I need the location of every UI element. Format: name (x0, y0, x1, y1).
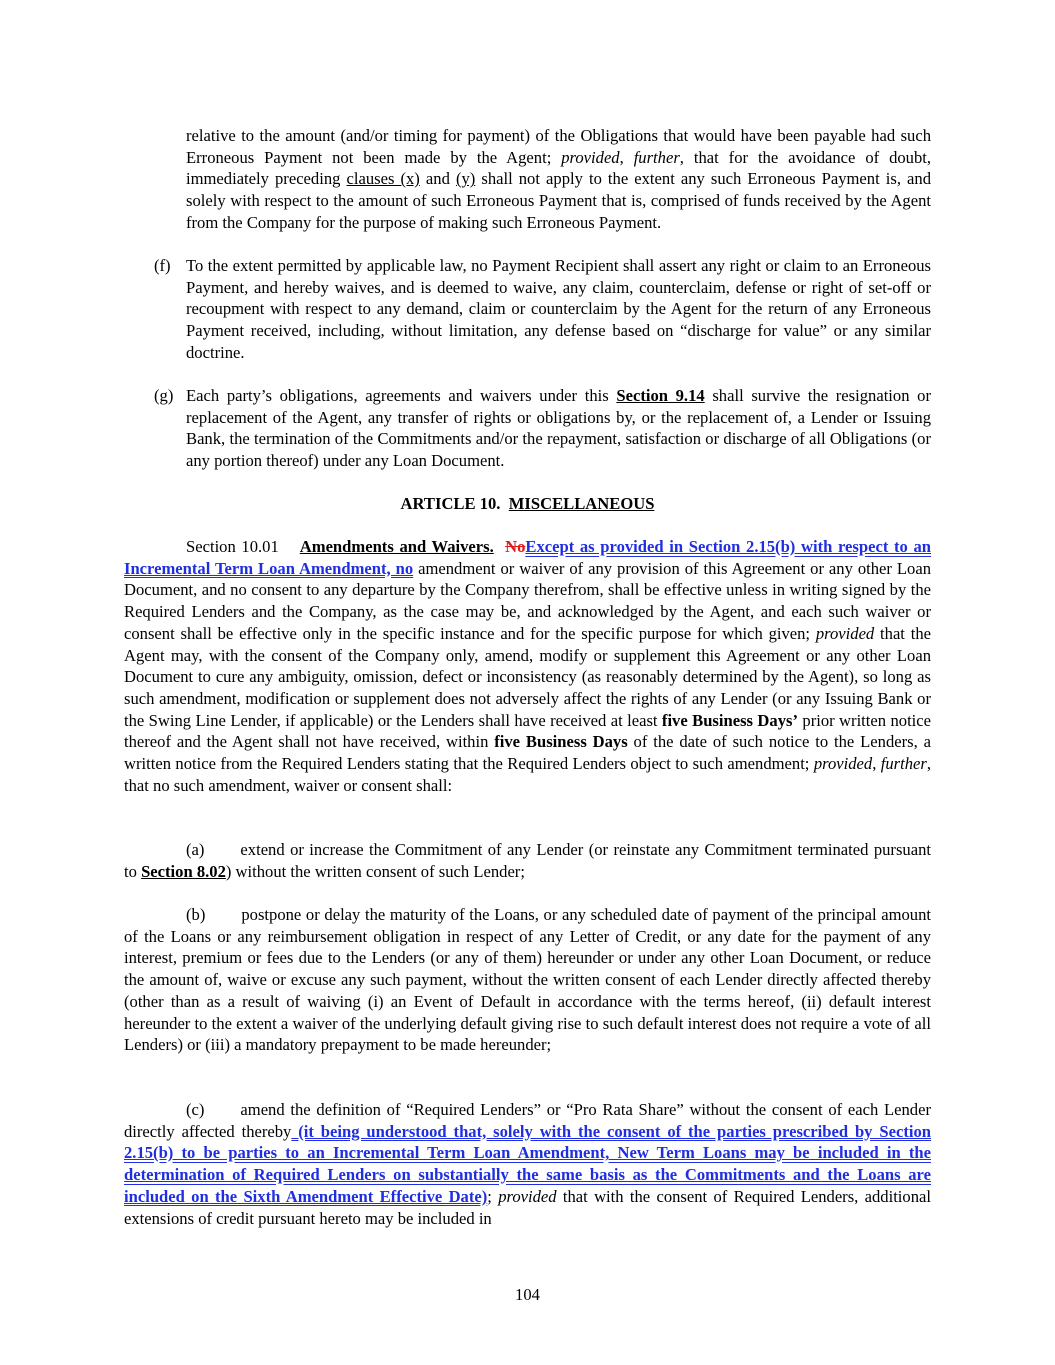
item-b-label: (b) (186, 905, 206, 924)
clause-f-text: To the extent permitted by applicable law, no Payment Recipient shall assert any right or claim to an Erroneous Payment, and hereby waives, and is deemed to waive, any claim, counterclaim, defense or right of set-off or recoupment with respect to any demand, claim or counterclaim by the Agent for the return of any Erroneous Payment received, including, without limitation, any defense based on “discharge for value” or any similar doctrine. (186, 256, 931, 362)
item-c-text: (c) amend the definition of “Required Lenders” or “Pro Rata Share” without the consent of each Lender directly affected thereby (it being understood that, solely with the consent of the parties prescribed by Section 2.15(b) to be parties to an Incremental Term Loan Amendment, New Term Loans may be included in the determination of Required Lenders on substantially the same basis as the Commitments and the Loans are included on the Sixth Amendment Effective Date); provided that with the consent of Required Lenders, additional extensions of credit pursuant hereto may be included in (124, 1100, 931, 1228)
deleted-text: No (505, 537, 526, 556)
article-heading (124, 493, 931, 515)
article-number: ARTICLE 10. (400, 494, 501, 513)
section-heading: Amendments and Waivers. (299, 537, 494, 556)
article-title: MISCELLANEOUS (508, 494, 655, 513)
clause-e-text: relative to the amount (and/or timing for payment) of the Obligations that would have been payable had such Erroneous Payment not been made by the Agent; provided, further, that for the avoidance of doubt, immediately preceding clauses (x) and (y) shall not apply to the extent any such Erroneous Payment is, and solely with respect to the amount of such Erroneous Payment that is, comprised of funds received by the Agent from the Company for the purpose of making such Erroneous Payment. (186, 126, 932, 232)
item-a-text: (a) extend or increase the Commitment of any Lender (or reinstate any Commitment terminated pursuant to Section 8.02) without the written consent of such Lender; (124, 840, 931, 881)
item-c (124, 1099, 931, 1229)
section-9-14-reference: Section 9.14 (616, 386, 705, 405)
section-10-01 (124, 536, 931, 796)
item-b-text: (b) postpone or delay the maturity of the Loans, or any scheduled date of payment of the principal amount of the Loans or any reimbursement obligation in respect of any Letter of Credit, or any date for the payment of any interest, premium or fees due to the Lenders (or any of them) hereunder or under any other Loan Document, or reduce the amount of, waive or excuse any such payment, without the written consent of each Lender directly affected thereby (other than as a result of waiving (i) an Event of Default in accordance with the terms hereof, (ii) default interest hereunder to the extent a waiver of the underlying default giving rise to such default interest does not require a vote of all Lenders) or (iii) a mandatory prepayment to be made hereunder; (124, 905, 931, 1055)
section-8-02-reference: Section 8.02 (141, 861, 226, 881)
item-a (124, 839, 931, 882)
page-number: 104 (515, 1285, 540, 1304)
item-c-label: (c) (186, 1100, 205, 1119)
clause-f-label: (f) (154, 256, 171, 275)
clause-f (186, 255, 931, 364)
inserted-text: Except as provided in Section 2.15(b) with respect to an Incremental Term Loan Amendment, no (124, 537, 932, 578)
inserted-text-c: (it being understood that, solely with the consent of the parties prescribed by Section 2.15(b) to be parties to an Incremental Term Loan Amendment, New Term Loans may be included in the determination of Required Lenders on substantially the same basis as the Commitments and the Loans are included on the Sixth Amendment Effective Date) (124, 1121, 931, 1206)
item-b (124, 904, 931, 1056)
section-10-01-text: Section 10.01 Amendments and Waivers. NoExcept as provided in Section 2.15(b) with respect to an Incremental Term Loan Amendment, no amendment or waiver of any provision of this Agreement or any other Loan Document, and no consent to any departure by the Company therefrom, shall be effective unless in writing signed by the Required Lenders and the Company, as the case may be, and acknowledged by the Agent, and each such waiver or consent shall be effective only in the specific instance and for the specific purpose for which given; provided that the Agent may, with the consent of the Company only, amend, modify or supplement this Agreement or any other Loan Document to cure any ambiguity, omission, defect or inconsistency (as reasonably determined by the Agent), so long as such amendment, modification or supplement does not adversely affect the rights of any Lender (or any Issuing Bank or the Swing Line Lender, if applicable) or the Lenders shall have received at least five Business Days’ prior written notice thereof and the Agent shall not have received, within five Business Days of the date of such notice to the Lenders, a written notice from the Required Lenders stating that the Required Lenders object to such amendment; provided, further, that no such amendment, waiver or consent shall: (124, 537, 932, 795)
section-number: Section 10.01 (186, 537, 279, 556)
clause-g-text: Each party’s obligations, agreements and waivers under this Section 9.14 shall survive the resignation or replacement of the Agent, any transfer of rights or obligations by, or the replacement of, a Lender or Issuing Bank, the termination of the Commitments and/or the repayment, satisfaction or discharge of all Obligations (or any portion thereof) under any Loan Document. (186, 386, 931, 471)
clause-g-label: (g) (154, 386, 174, 405)
clause-g (186, 385, 931, 472)
clause-e-continuation (186, 125, 931, 234)
item-a-label: (a) (186, 840, 205, 859)
